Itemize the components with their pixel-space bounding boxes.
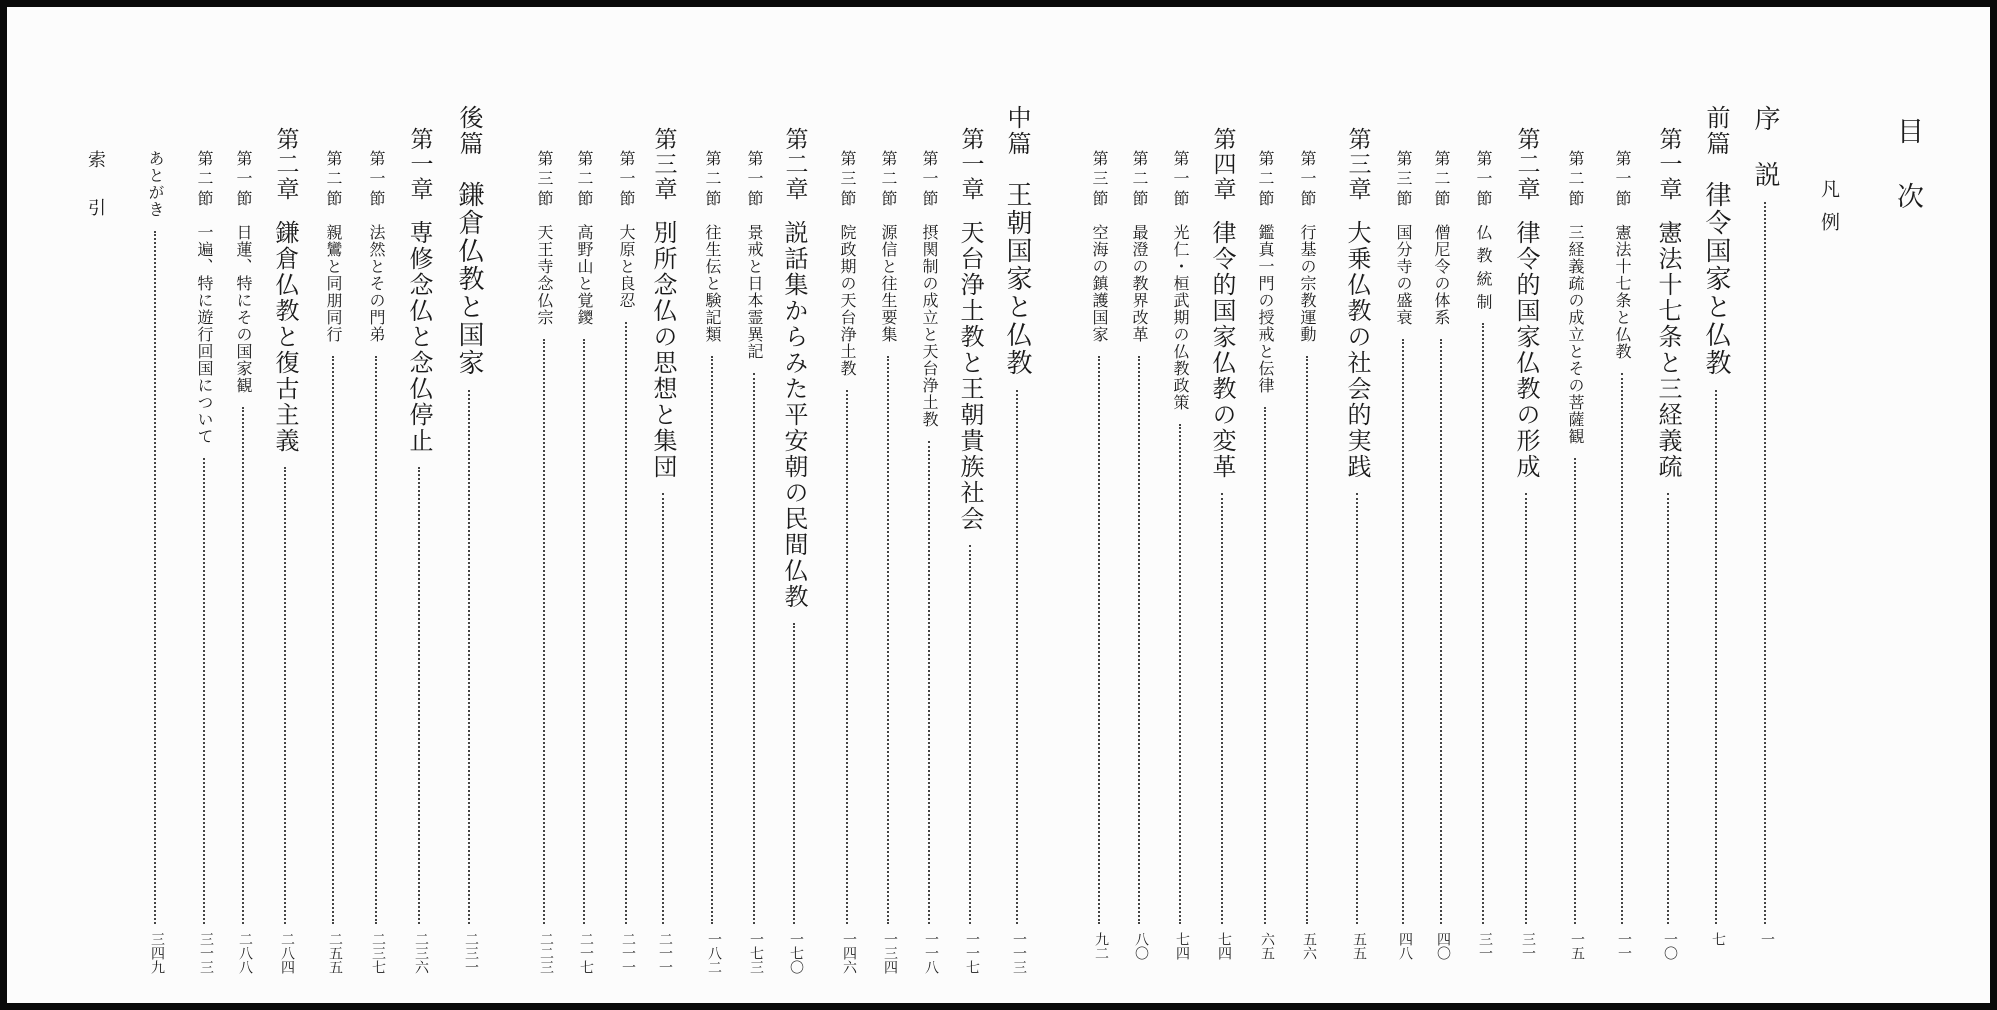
entry-label: 前篇 — [1702, 105, 1730, 157]
toc-entry — [522, 150, 566, 326]
page-number: 三一三 — [198, 932, 214, 974]
toc-entry — [562, 150, 606, 326]
entry-label: 第一章 — [1655, 127, 1682, 202]
page-number: 一一八 — [923, 932, 939, 974]
dot-leader — [154, 231, 156, 924]
page-number: 七 — [1710, 932, 1726, 946]
page-number: 一〇 — [1662, 932, 1678, 960]
dot-leader — [1179, 424, 1181, 924]
page-number: 二八四 — [279, 932, 295, 974]
entry-text: 別所念仏の思想と集団 — [649, 220, 677, 480]
page-title: 目次 — [1892, 117, 1923, 247]
entry-text: 一遍、特に遊行回国について — [195, 224, 214, 445]
entry-label: 第二節 — [195, 150, 214, 210]
entry-label: 第三章 — [650, 127, 677, 202]
page-number: 三四九 — [149, 932, 165, 974]
dot-leader — [375, 356, 377, 924]
dot-leader — [753, 373, 755, 924]
page-number: 五五 — [1351, 932, 1367, 960]
dot-leader — [1016, 390, 1018, 924]
dot-leader — [1264, 407, 1266, 924]
page-number: 九二 — [1093, 932, 1109, 960]
entry-label: 第二節 — [324, 150, 343, 210]
toc-entry — [447, 105, 491, 377]
dot-leader — [1715, 390, 1717, 924]
entry-label: 第一節 — [234, 150, 253, 210]
page-number: 二三一 — [463, 932, 479, 974]
dot-leader — [846, 390, 848, 924]
entry-text: 法然とその門弟 — [367, 224, 386, 343]
dot-leader — [203, 458, 205, 924]
dot-leader — [1306, 356, 1308, 924]
toc-entry — [690, 150, 734, 343]
page-number: 一五 — [1569, 932, 1585, 960]
toc-entry — [1077, 150, 1121, 343]
entry-text: 説 — [1750, 161, 1780, 189]
dot-leader — [1221, 493, 1223, 924]
toc-entry — [1694, 105, 1738, 377]
entry-label: 第二節 — [703, 150, 722, 210]
entry-text: 空海の鎮護国家 — [1090, 224, 1109, 343]
dot-leader — [242, 407, 244, 924]
toc-entry — [604, 150, 648, 309]
toc-entry — [1504, 127, 1548, 480]
entry-label: 第三節 — [838, 150, 857, 210]
toc-entry — [1600, 150, 1644, 360]
page-number: 二一一 — [620, 932, 636, 974]
dot-leader — [418, 467, 420, 924]
toc-entry — [1285, 150, 1329, 343]
entry-label: 後篇 — [455, 105, 483, 157]
toc-entry — [1419, 150, 1463, 326]
entry-text: 最澄の教界改革 — [1130, 224, 1149, 343]
page-number: 二二三 — [538, 932, 554, 974]
entry-label: 中篇 — [1003, 105, 1031, 157]
entry-text: 天台浄土教と王朝貴族社会 — [956, 220, 984, 532]
entry-label: 第一節 — [1171, 150, 1190, 210]
dot-leader — [793, 623, 795, 924]
entry-label: 第二節 — [1566, 150, 1585, 210]
entry-label: 第二節 — [1130, 150, 1149, 210]
entry-text: 引 — [85, 198, 106, 218]
dot-leader — [583, 339, 585, 924]
entry-text: 僧尼令の体系 — [1432, 224, 1451, 326]
entry-label: 第一節 — [920, 150, 939, 210]
dot-leader — [284, 467, 286, 924]
entry-text: 律令国家と仏教 — [1701, 181, 1731, 377]
entry-label: 第一節 — [745, 150, 764, 210]
entry-text: 鎌倉仏教と国家 — [454, 181, 484, 377]
toc-entry — [732, 150, 776, 360]
entry-label: 第三節 — [1394, 150, 1413, 210]
page-number: 四〇 — [1435, 932, 1451, 960]
page-number: 一 — [1759, 932, 1775, 946]
toc-entry — [1646, 127, 1690, 480]
entry-label: 第一章 — [957, 127, 984, 202]
dot-leader — [625, 322, 627, 924]
dot-leader — [1138, 356, 1140, 924]
entry-text: 天王寺念仏宗 — [535, 224, 554, 326]
toc-entry — [995, 105, 1039, 377]
page-number: 二一一 — [657, 932, 673, 974]
entry-label: 第一節 — [617, 150, 636, 210]
entry-text: 仏 教 統 制 — [1474, 224, 1493, 311]
entry-text: 大原と良忍 — [617, 224, 636, 309]
dot-leader — [543, 339, 545, 924]
dot-leader — [1356, 493, 1358, 924]
entry-label: 第一節 — [1474, 150, 1493, 210]
dot-leader — [1440, 339, 1442, 924]
entry-text: 憲法十七条と三経義疏 — [1654, 220, 1682, 480]
page-number: 六五 — [1259, 932, 1275, 960]
toc-entry — [221, 150, 265, 394]
entry-text: 日蓮、特にその国家観 — [234, 224, 253, 394]
toc-entry — [1553, 150, 1597, 445]
page-number: 八〇 — [1133, 932, 1149, 960]
page-number: 一一三 — [1011, 932, 1027, 974]
entry-text: 律令的国家仏教の変革 — [1208, 220, 1236, 480]
page-number: 三一 — [1520, 932, 1536, 960]
page-number: 一一七 — [964, 932, 980, 974]
page-number: 三一 — [1477, 932, 1493, 960]
dot-leader — [1667, 493, 1669, 924]
page-number: 七四 — [1216, 932, 1232, 960]
entry-text: 王朝国家と仏教 — [1002, 181, 1032, 377]
entry-label: 第一節 — [367, 150, 386, 210]
entry-label: 第四章 — [1209, 127, 1236, 202]
entry-label: 第二章 — [272, 127, 299, 202]
toc-entry — [182, 150, 226, 445]
entry-text: 源信と往生要集 — [879, 224, 898, 343]
toc-entry — [1117, 150, 1161, 343]
entry-text: あとがき — [146, 150, 165, 218]
toc-entry — [133, 150, 177, 218]
page-number: 一八二 — [706, 932, 722, 974]
entry-text: 大乗仏教の社会的実践 — [1343, 220, 1371, 480]
entry-label: 第三節 — [535, 150, 554, 210]
toc-entry — [311, 150, 355, 343]
entry-text: 親鸞と同朋同行 — [324, 224, 343, 343]
toc-entry — [1335, 127, 1379, 480]
entry-label: 第二節 — [1256, 150, 1275, 210]
entry-label: 第二節 — [1432, 150, 1451, 210]
toc-entry — [866, 150, 910, 343]
entry-text: 景戒と日本霊異記 — [745, 224, 764, 360]
toc-entry — [1243, 150, 1287, 394]
page-number: 一三四 — [882, 932, 898, 974]
entry-text: 国分寺の盛衰 — [1394, 224, 1413, 326]
toc-entry — [354, 150, 398, 343]
toc-entry — [825, 150, 869, 377]
dot-leader — [887, 356, 889, 924]
page-number: 一四六 — [841, 932, 857, 974]
page-number: 二三七 — [370, 932, 386, 974]
entry-text: 光仁・桓武期の仏教政策 — [1171, 224, 1190, 411]
entry-text: 憲法十七条と仏教 — [1613, 224, 1632, 360]
entry-label: 第三章 — [1344, 127, 1371, 202]
entry-label: 第三節 — [1090, 150, 1109, 210]
toc-entry — [397, 127, 441, 454]
dot-leader — [1402, 339, 1404, 924]
entry-text: 説話集からみた平安朝の民間仏教 — [780, 220, 808, 610]
entry-text: 摂関制の成立と天台浄土教 — [920, 224, 939, 428]
hanrei-label: 凡例 — [1818, 179, 1840, 245]
toc-entry — [263, 127, 307, 454]
toc-entry — [772, 127, 816, 610]
dot-leader — [332, 356, 334, 924]
entry-label: 第一章 — [406, 127, 433, 202]
page-number: 四八 — [1397, 932, 1413, 960]
toc-entry — [1381, 150, 1425, 326]
toc-entry — [1158, 150, 1202, 411]
dot-leader — [1574, 458, 1576, 924]
dot-leader — [468, 390, 470, 924]
toc-entry — [1200, 127, 1244, 480]
dot-leader — [928, 441, 930, 924]
page-number: 二一七 — [578, 932, 594, 974]
page-number: 二五五 — [327, 932, 343, 974]
entry-label: 第一節 — [1613, 150, 1632, 210]
entry-label: 索 — [85, 150, 106, 170]
page-number: 一七〇 — [788, 932, 804, 974]
entry-text: 鑑真一門の授戒と伝律 — [1256, 224, 1275, 394]
entry-label: 第二章 — [781, 127, 808, 202]
toc-entry — [907, 150, 951, 428]
entry-text: 院政期の天台浄土教 — [838, 224, 857, 377]
page-number: 二八八 — [237, 932, 253, 974]
dot-leader — [1764, 202, 1766, 924]
dot-leader — [1482, 323, 1484, 924]
entry-label: 第二章 — [1513, 127, 1540, 202]
entry-text: 往生伝と験記類 — [703, 224, 722, 343]
entry-label: 第二節 — [575, 150, 594, 210]
page-number: 一七三 — [748, 932, 764, 974]
entry-text: 高野山と覚鑁 — [575, 224, 594, 326]
entry-text: 行基の宗教運動 — [1298, 224, 1317, 343]
page-number: 五六 — [1301, 932, 1317, 960]
toc-entry — [1461, 150, 1505, 310]
entry-label: 序 — [1750, 105, 1780, 133]
page-number: 七四 — [1174, 932, 1190, 960]
entry-text: 鎌倉仏教と復古主義 — [271, 220, 299, 454]
page-number: 二三六 — [413, 932, 429, 974]
entry-text: 三経義疏の成立とその菩薩観 — [1566, 224, 1585, 445]
dot-leader — [1098, 356, 1100, 924]
dot-leader — [1525, 493, 1527, 924]
dot-leader — [969, 545, 971, 924]
toc-entry — [1743, 105, 1787, 189]
dot-leader — [1621, 373, 1623, 924]
dot-leader — [711, 356, 713, 924]
dot-leader — [662, 493, 664, 924]
entry-label: 第二節 — [879, 150, 898, 210]
entry-text: 律令的国家仏教の形成 — [1512, 220, 1540, 480]
page-number: 一一 — [1616, 932, 1632, 960]
toc-entry — [73, 150, 117, 218]
toc-entry — [948, 127, 992, 532]
entry-text: 専修念仏と念仏停止 — [405, 220, 433, 454]
entry-label: 第一節 — [1298, 150, 1317, 210]
